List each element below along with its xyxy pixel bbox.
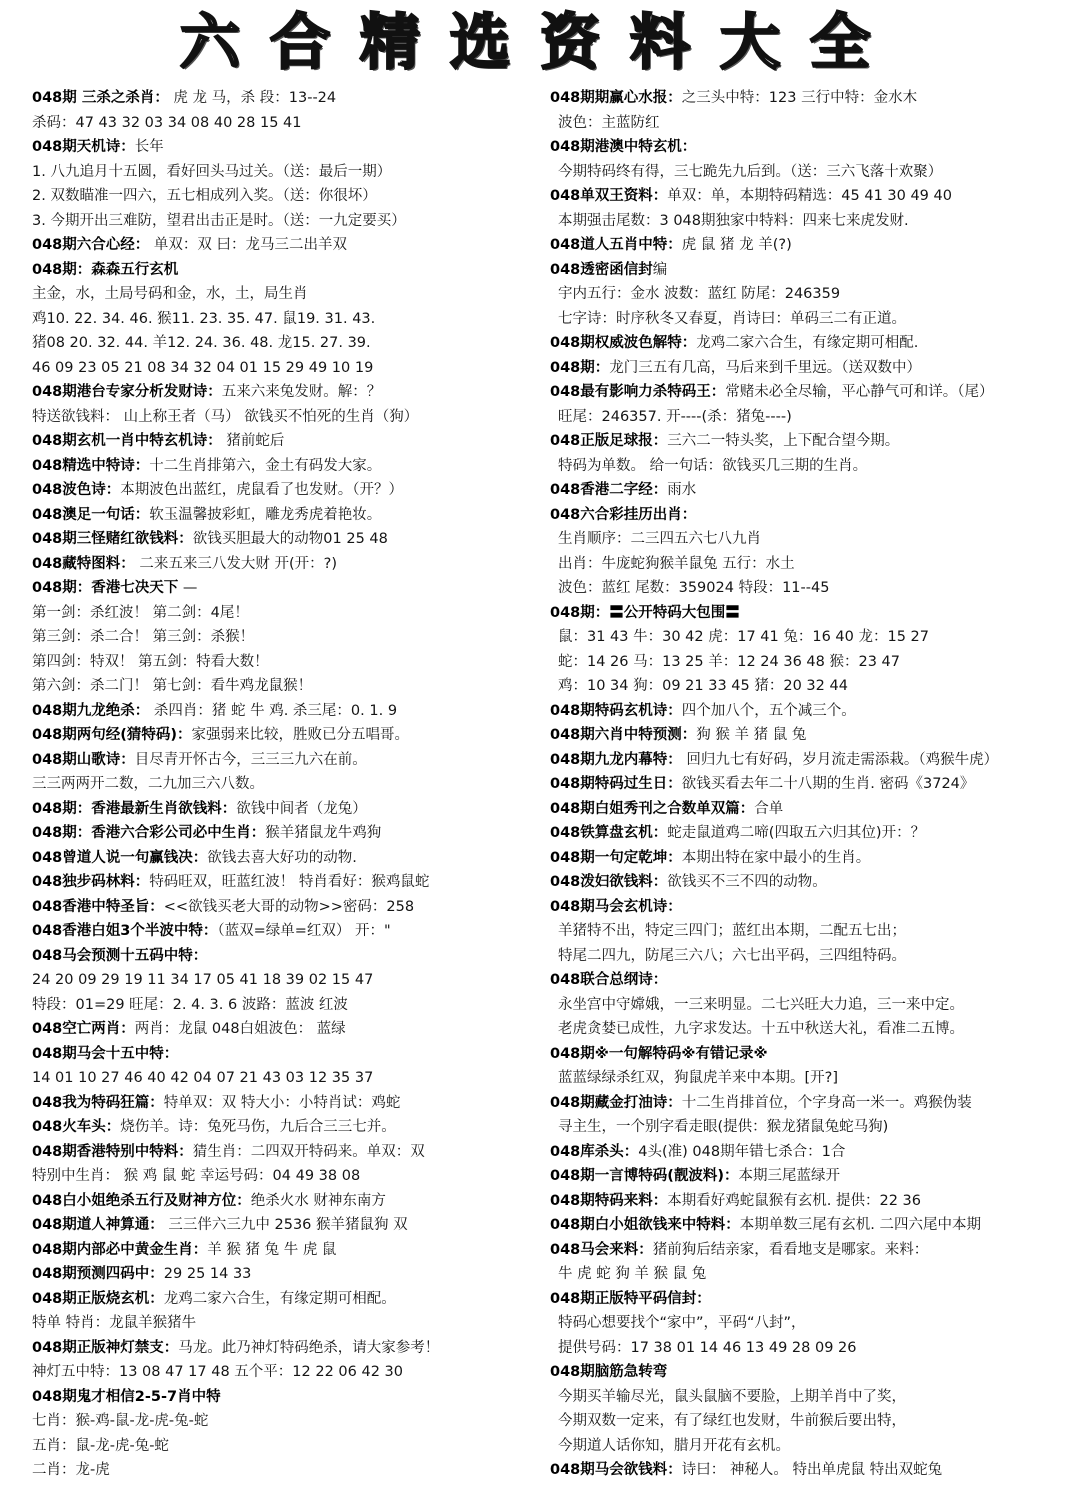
entry-heading: 048期六合心经： bbox=[32, 237, 150, 253]
left-entry bbox=[32, 723, 542, 748]
entry-heading: 048铁算盘玄机： bbox=[550, 825, 668, 841]
entry-heading: 048期特码来料： bbox=[550, 1192, 668, 1209]
entry-text: 今期双数一定来，有了绿红也发财，牛前猴后要出特， bbox=[558, 1413, 906, 1429]
entry-text: 烧伤羊。诗：兔死马伤，九后合三三七并。 bbox=[120, 1119, 396, 1135]
entry-text: 本期三尾蓝绿开 bbox=[738, 1168, 841, 1184]
entry-text: 羊 猴 猪 兔 牛 虎 鼠 bbox=[207, 1241, 337, 1258]
entry-heading: 048六合彩挂历出肖： bbox=[550, 506, 697, 523]
entry-heading: 048道人五肖中特： bbox=[550, 237, 682, 253]
entry-text: 诗曰： 神秘人。 特出单虎鼠 特出双蛇兔 bbox=[681, 1462, 943, 1478]
entry-text: 雨水 bbox=[667, 482, 697, 498]
left-entry bbox=[32, 380, 542, 405]
left-entry bbox=[32, 1238, 542, 1263]
entry-text: 特码旺双，旺蓝红波！ 特肖看好：猴鸡鼠蛇 bbox=[149, 874, 430, 890]
entry-heading: 048期两句经(猜特码)： bbox=[32, 727, 192, 743]
entry-heading: 048期六肖中特预测： bbox=[550, 727, 697, 743]
entry-heading: 048泼妇欲钱料： bbox=[550, 874, 668, 890]
right-entry bbox=[550, 993, 1078, 1018]
left-entry bbox=[32, 968, 542, 993]
entry-text: 提供号码：17 38 01 14 46 13 49 28 09 26 bbox=[558, 1339, 857, 1356]
entry-text: 特码为单数。 给一句话：欲钱买几三期的生肖。 bbox=[558, 457, 868, 474]
entry-text: 龙门三五有几高，马后来到千里远。（送双数中） bbox=[609, 359, 922, 376]
entry-text: 今期买羊输尽光，鼠头鼠脑不要脸，上期羊肖中了奖， bbox=[558, 1388, 906, 1405]
entry-text: 本期强击尾数：3 048期独家中特料：四来七来虎发财. bbox=[558, 212, 909, 229]
entry-heading: 048期三怪赌红欲钱料： bbox=[32, 531, 193, 547]
entry-heading: 048期内部必中黄金生肖： bbox=[32, 1241, 208, 1258]
entry-text: 特单双：双 特大小：小特肖试：鸡蛇 bbox=[163, 1094, 401, 1111]
right-entry bbox=[550, 1115, 1078, 1140]
right-entry bbox=[550, 576, 1078, 601]
entry-text: 46 09 23 05 21 08 34 32 04 01 15 29 49 10 19 bbox=[32, 359, 374, 376]
entry-text: 三六二一特头奖，上下配合望今期。 bbox=[667, 433, 900, 449]
right-entry bbox=[550, 821, 1078, 846]
right-entry bbox=[550, 160, 1078, 185]
entry-text: 目尽青开怀古今，三三三九六在前。 bbox=[134, 751, 367, 768]
entry-text: 之三头中特：123 三行中特：金水木 bbox=[681, 90, 918, 106]
left-entry bbox=[32, 1017, 542, 1042]
entry-text: 出肖：牛庞蛇狗猴羊鼠兔 五行：水土 bbox=[558, 555, 795, 572]
entry-heading: 048精选中特诗： bbox=[32, 457, 150, 474]
entry-text: 第三剑：杀二合！ 第三剑：杀猴！ bbox=[32, 629, 255, 645]
left-entry bbox=[32, 527, 542, 552]
entry-text: 老虎贪婪已成性，九字求发达。十五中秋送大礼，看准二五博。 bbox=[558, 1021, 964, 1037]
entry-heading: 048期期赢心水报： bbox=[550, 90, 682, 106]
entry-heading: 048期玄机一肖中特玄机诗： bbox=[32, 433, 222, 449]
entry-text: 两肖：龙鼠 048白姐波色： 蓝绿 bbox=[134, 1021, 346, 1037]
left-entry bbox=[32, 1458, 542, 1482]
right-entry bbox=[550, 258, 1078, 283]
entry-text: 旺尾：246357. 开----(杀：猪兔----) bbox=[558, 408, 792, 425]
left-entry bbox=[32, 674, 542, 699]
entry-text: 五来六来兔发财。解：？ bbox=[221, 384, 382, 400]
left-entry bbox=[32, 1042, 542, 1067]
entry-heading: 048我为特码狂篇： bbox=[32, 1094, 164, 1111]
left-entry bbox=[32, 895, 542, 920]
entry-heading: 048期道人神算通： bbox=[32, 1217, 164, 1233]
entry-text: 马龙。此乃神灯特码绝杀，请大家参考！ bbox=[178, 1339, 440, 1356]
entry-heading: 048马会来料： bbox=[550, 1241, 653, 1258]
right-entry bbox=[550, 478, 1078, 503]
right-entry bbox=[550, 674, 1078, 699]
left-entry bbox=[32, 699, 542, 724]
left-entry bbox=[32, 1066, 542, 1091]
right-entry bbox=[550, 968, 1078, 993]
left-entry bbox=[32, 282, 542, 307]
entry-heading: 048香港二字经： bbox=[550, 482, 668, 498]
page-title: 六合精选资料大全 bbox=[180, 8, 900, 78]
right-entry bbox=[550, 1238, 1078, 1263]
left-entry bbox=[32, 552, 542, 577]
entry-text: 蛇走鼠道鸡二啼(四取五六归其位)开：？ bbox=[667, 825, 926, 841]
entry-heading: 048联合总纲诗： bbox=[550, 972, 668, 988]
entry-heading: 048最有影响力杀特码王： bbox=[550, 384, 726, 400]
entry-heading: 048曾道人说一句赢钱决： bbox=[32, 849, 208, 866]
entry-text: 软玉温馨披彩虹，雕龙秀虎着艳妆。 bbox=[149, 506, 382, 523]
right-entry bbox=[550, 503, 1078, 528]
entry-heading: 048期藏金打油诗： bbox=[550, 1094, 682, 1111]
entry-text: 波色：蓝红 尾数：359024 特段：11--45 bbox=[558, 580, 830, 596]
entry-text: 回归九七有好码，岁月流走需添栽。（鸡猴牛虎） bbox=[681, 751, 999, 768]
entry-text: 十二生肖排首位，个字身高一米一。鸡猴伪装 bbox=[681, 1094, 972, 1111]
right-entry bbox=[550, 111, 1078, 136]
left-entry bbox=[32, 1409, 542, 1434]
entry-text: 第四剑：特双！ 第五剑：特看大数！ bbox=[32, 653, 269, 670]
right-entry bbox=[550, 601, 1078, 626]
right-entry bbox=[550, 307, 1078, 332]
entry-text: 龙鸡二家六合生，有缘定期可相配。 bbox=[163, 1290, 396, 1307]
right-entry bbox=[550, 86, 1078, 111]
entry-text: 二来五来三八发大财 开(开：?) bbox=[134, 555, 338, 572]
entry-text: 神灯五中特：13 08 47 17 48 五个平：12 22 06 42 30 bbox=[32, 1364, 403, 1380]
entry-heading: 048期正版烧玄机： bbox=[32, 1290, 164, 1307]
entry-text: 今期道人话你知，腊月开花有玄机。 bbox=[558, 1437, 790, 1454]
entry-heading: 048期一句定乾坤： bbox=[550, 849, 682, 866]
entry-heading: 048期白小姐欲钱来中特料： bbox=[550, 1217, 740, 1233]
left-entry bbox=[32, 1189, 542, 1214]
entry-heading: 048期鬼才相信2-5-7肖中特 bbox=[32, 1388, 221, 1405]
left-entry bbox=[32, 1336, 542, 1361]
right-entry bbox=[550, 625, 1078, 650]
entry-text: 1. 八九追月十五圆，看好回头马过关。（送：最后一期） bbox=[32, 163, 392, 180]
entry-text: 虎 鼠 猪 龙 羊(?) bbox=[681, 237, 792, 253]
entry-text: 蓝蓝绿绿杀红双，狗鼠虎羊来中本期。[开?] bbox=[558, 1070, 839, 1086]
left-entry bbox=[32, 821, 542, 846]
left-entry bbox=[32, 650, 542, 675]
right-entry bbox=[550, 723, 1078, 748]
right-entry bbox=[550, 282, 1078, 307]
entry-text: 欲钱买胆最大的动物01 25 48 bbox=[192, 531, 388, 547]
entry-text: 二肖：龙-虎 bbox=[32, 1462, 110, 1478]
entry-heading: 048期 三杀之杀肖： bbox=[32, 90, 169, 106]
right-entry bbox=[550, 870, 1078, 895]
entry-heading: 048期预测四码中： bbox=[32, 1266, 164, 1282]
entry-text: 14 01 10 27 46 40 42 04 07 21 43 03 12 35 37 bbox=[32, 1070, 374, 1086]
entry-text: 编 bbox=[652, 261, 668, 278]
left-entry bbox=[32, 478, 542, 503]
left-entry bbox=[32, 160, 542, 185]
right-entry bbox=[550, 1311, 1078, 1336]
right-entry bbox=[550, 772, 1078, 797]
entry-text: 七肖：猴-鸡-鼠-龙-虎-兔-蛇 bbox=[32, 1413, 209, 1429]
entry-heading: 048期马会玄机诗： bbox=[550, 898, 682, 915]
entry-text: 猪前蛇后 bbox=[221, 433, 285, 449]
left-entry bbox=[32, 944, 542, 969]
left-entry bbox=[32, 233, 542, 258]
entry-text: 永坐宫中守嫦娥，一三来明显。二七兴旺大力追，三一来中定。 bbox=[558, 996, 964, 1013]
right-entry bbox=[550, 895, 1078, 920]
entry-heading: 048期山歌诗： bbox=[32, 751, 135, 768]
entry-heading: 048期正版神灯禁支： bbox=[32, 1339, 179, 1356]
entry-heading: 048澳足一句话： bbox=[32, 506, 150, 523]
entry-text: 本期单数三尾有玄机. 二四六尾中本期 bbox=[739, 1217, 981, 1233]
right-entry bbox=[550, 1262, 1078, 1287]
entry-heading: 048期九龙绝杀： bbox=[32, 702, 150, 719]
entry-text: 鸡：10 34 狗：09 21 33 45 猪：20 32 44 bbox=[558, 678, 848, 694]
entry-heading: 048期特码玄机诗： bbox=[550, 702, 682, 719]
entry-heading: 048独步码林料： bbox=[32, 874, 150, 890]
left-entry bbox=[32, 135, 542, 160]
entry-text: 狗 猴 羊 猪 鼠 兔 bbox=[696, 727, 807, 743]
right-entry bbox=[550, 1042, 1078, 1067]
left-entry bbox=[32, 111, 542, 136]
entry-heading: 048正版足球报： bbox=[550, 433, 668, 449]
left-entry bbox=[32, 1360, 542, 1385]
entry-text: 本期波色出蓝红，虎鼠看了也发财。（开？） bbox=[120, 482, 404, 498]
entry-text: （蓝双=绿单=红双） 开：" bbox=[217, 923, 391, 939]
entry-heading: 048白小姐绝杀五行及财神方位： bbox=[32, 1192, 251, 1209]
entry-text: 猴羊猪鼠龙牛鸡狗 bbox=[265, 825, 382, 841]
entry-text: 杀四肖：猪 蛇 牛 鸡. 杀三尾：0. 1. 9 bbox=[149, 702, 398, 719]
entry-heading: 048期马会十五中特： bbox=[32, 1045, 179, 1062]
entry-heading: 048马会预测十五码中特： bbox=[32, 947, 208, 964]
entry-text: 本期出特在家中最小的生肖。 bbox=[681, 849, 871, 866]
entry-heading: 048期： bbox=[550, 359, 610, 376]
entry-text: 欲钱买看去年二十八期的生肖. 密码《3724》 bbox=[681, 776, 975, 792]
right-entry bbox=[550, 1336, 1078, 1361]
entry-text: 家强弱来比较，胜败已分五唱哥。 bbox=[191, 727, 410, 743]
entry-heading: 048藏特图料： bbox=[32, 555, 135, 572]
entry-text: 波色：主蓝防红 bbox=[558, 114, 660, 131]
entry-heading: 048透密函信封 bbox=[550, 261, 653, 278]
entry-text: 第一剑：杀红波！ 第二剑：4尾！ bbox=[32, 604, 249, 621]
entry-text: <<欲钱买老大哥的动物>>密码：258 bbox=[163, 898, 415, 915]
right-column bbox=[550, 86, 1078, 1482]
left-entry bbox=[32, 625, 542, 650]
entry-text: 七字诗：时序秋冬又春夏，肖诗曰：单码三二有正道。 bbox=[558, 310, 906, 327]
right-entry bbox=[550, 1287, 1078, 1312]
entry-text: 宇内五行：金水 波数：蓝红 防尾：246359 bbox=[558, 286, 841, 302]
right-entry bbox=[550, 1164, 1078, 1189]
right-entry bbox=[550, 919, 1078, 944]
left-entry bbox=[32, 748, 542, 773]
left-entry bbox=[32, 1287, 542, 1312]
entry-text: 主金，水，土局号码和金，水，土，局生肖 bbox=[32, 286, 308, 302]
entry-heading: 048期天机诗： bbox=[32, 139, 135, 155]
entry-heading: 048香港白姐3个半波中特： bbox=[32, 923, 218, 939]
left-column bbox=[32, 86, 542, 1482]
entry-heading: 048期权威波色解特： bbox=[550, 335, 697, 351]
entry-heading: 048期马会欲钱料： bbox=[550, 1462, 682, 1478]
left-entry bbox=[32, 1262, 542, 1287]
entry-text: 鸡10. 22. 34. 46. 猴11. 23. 35. 47. 鼠19. 31. 43. bbox=[32, 310, 376, 327]
entry-text: 三三伴六三九中 2536 猴羊猪鼠狗 双 bbox=[163, 1217, 408, 1233]
right-entry bbox=[550, 1140, 1078, 1165]
right-entry bbox=[550, 356, 1078, 381]
entry-text: 四个加八个，五个减三个。 bbox=[681, 702, 856, 719]
left-entry bbox=[32, 86, 542, 111]
entry-heading: 048期：香港最新生肖欲钱料： bbox=[32, 800, 237, 817]
left-entry bbox=[32, 1311, 542, 1336]
left-entry bbox=[32, 846, 542, 871]
right-entry bbox=[550, 1458, 1078, 1482]
left-entry bbox=[32, 772, 542, 797]
left-entry bbox=[32, 307, 542, 332]
left-entry bbox=[32, 454, 542, 479]
entry-heading: 048期九龙内幕特： bbox=[550, 751, 682, 768]
right-entry bbox=[550, 454, 1078, 479]
entry-heading: 048期香港特别中特料： bbox=[32, 1143, 193, 1160]
entry-heading: 048期港台专家分析发财诗： bbox=[32, 384, 222, 400]
entry-text: 4头(准) 048期年错七杀合：1合 bbox=[638, 1143, 846, 1160]
entry-heading: 048期特码过生日： bbox=[550, 776, 682, 792]
entry-text: 29 25 14 33 bbox=[163, 1266, 252, 1282]
right-entry bbox=[550, 797, 1078, 822]
entry-text: 本期看好鸡蛇鼠猴有玄机. 提供：22 36 bbox=[667, 1192, 922, 1209]
left-entry bbox=[32, 429, 542, 454]
right-entry bbox=[550, 1189, 1078, 1214]
left-entry bbox=[32, 870, 542, 895]
entry-heading: 048库杀头： bbox=[550, 1143, 639, 1160]
entry-text: 特段：01=29 旺尾：2. 4. 3. 6 波路：蓝波 红波 bbox=[32, 996, 348, 1013]
entry-heading: 048期白姐秀刊之合数单双篇： bbox=[550, 800, 755, 817]
left-entry bbox=[32, 1091, 542, 1116]
entry-heading: 048单双王资料： bbox=[550, 188, 668, 204]
entry-text: 特单 特肖：龙鼠羊猴猪牛 bbox=[32, 1315, 197, 1331]
right-entry bbox=[550, 527, 1078, 552]
left-entry bbox=[32, 1164, 542, 1189]
entry-text: 3. 今期开出三难防，望君出击正是时。（送：一九定要买） bbox=[32, 212, 406, 229]
entry-text: 生肖顺序：二三四五六七八九肖 bbox=[558, 531, 761, 547]
entry-text: 2. 双数瞄准一四六，五七相成列入奖。（送：你很坏） bbox=[32, 188, 377, 204]
entry-heading: 048波色诗： bbox=[32, 482, 121, 498]
entry-text: 牛 虎 蛇 狗 羊 猴 鼠 兔 bbox=[558, 1266, 707, 1282]
entry-text: 合单 bbox=[754, 800, 784, 817]
entry-text: 24 20 09 29 19 11 34 17 05 41 18 39 02 15 47 bbox=[32, 972, 374, 988]
right-entry bbox=[550, 1091, 1078, 1116]
left-entry bbox=[32, 503, 542, 528]
right-entry bbox=[550, 233, 1078, 258]
entry-text: 五肖：鼠-龙-虎-兔-蛇 bbox=[32, 1437, 169, 1454]
right-entry bbox=[550, 209, 1078, 234]
right-entry bbox=[550, 944, 1078, 969]
entry-text: 特码心想要找个“家中”，平码“八封”， bbox=[558, 1315, 806, 1331]
entry-text: 第六剑：杀二门！ 第七剑：看牛鸡龙鼠猴！ bbox=[32, 678, 313, 694]
left-entry bbox=[32, 258, 542, 283]
entry-text: 特送欲钱料： 山上称王者（马） 欲钱买不怕死的生肖（狗） bbox=[32, 408, 419, 425]
entry-text: 猪08 20. 32. 44. 羊12. 24. 36. 48. 龙15. 27. 39. bbox=[32, 335, 371, 351]
left-entry bbox=[32, 1213, 542, 1238]
left-entry bbox=[32, 209, 542, 234]
right-entry bbox=[550, 748, 1078, 773]
left-entry bbox=[32, 1115, 542, 1140]
entry-text: 虎 龙 马，杀 段：13--24 bbox=[168, 90, 337, 106]
left-entry bbox=[32, 993, 542, 1018]
left-entry bbox=[32, 356, 542, 381]
right-entry bbox=[550, 650, 1078, 675]
left-entry bbox=[32, 184, 542, 209]
entry-heading: 048期：香港七决天下 bbox=[32, 580, 179, 596]
right-entry bbox=[550, 1434, 1078, 1459]
entry-text: 单双：双 曰：龙马三二出羊双 bbox=[149, 237, 347, 253]
left-entry bbox=[32, 1385, 542, 1410]
right-entry bbox=[550, 552, 1078, 577]
entry-heading: 048期：香港六合彩公司必中生肖： bbox=[32, 825, 266, 841]
left-entry bbox=[32, 601, 542, 626]
right-entry bbox=[550, 380, 1078, 405]
entry-text: 猜生肖：二四双开特码来。单双：双 bbox=[192, 1143, 425, 1160]
right-entry bbox=[550, 1385, 1078, 1410]
left-entry bbox=[32, 331, 542, 356]
right-entry bbox=[550, 405, 1078, 430]
entry-text: — bbox=[178, 580, 198, 596]
left-entry bbox=[32, 405, 542, 430]
entry-text: 猪前狗后结亲家，看看地支是哪家。来料： bbox=[652, 1241, 929, 1258]
entry-text: 龙鸡二家六合生，有缘定期可相配. bbox=[696, 335, 919, 351]
entry-text: 欲钱去喜大好功的动物. bbox=[207, 849, 357, 866]
right-entry bbox=[550, 1017, 1078, 1042]
entry-heading: 048火车头： bbox=[32, 1119, 121, 1135]
entry-text: 杀码：47 43 32 03 34 08 40 28 15 41 bbox=[32, 114, 302, 131]
left-entry bbox=[32, 1434, 542, 1459]
entry-heading: 048期：森森五行玄机 bbox=[32, 261, 179, 278]
right-entry bbox=[550, 699, 1078, 724]
entry-heading: 048期港澳中特玄机： bbox=[550, 139, 697, 155]
entry-heading: 048期正版特平码信封： bbox=[550, 1290, 711, 1307]
entry-heading: 048期一言博特码(靓波料)： bbox=[550, 1168, 739, 1184]
entry-text: 今期特码终有得，三七跪先九后到。（送：三六飞落十欢聚） bbox=[558, 163, 943, 180]
right-entry bbox=[550, 1213, 1078, 1238]
entry-text: 长年 bbox=[134, 139, 164, 155]
right-entry bbox=[550, 331, 1078, 356]
entry-text: 欲钱中间者（龙兔） bbox=[236, 800, 367, 817]
entry-heading: 048期※一句解特码※有错记录※ bbox=[550, 1045, 768, 1062]
entry-text: 特尾二四九，防尾三六八；六七出平码，三四组特码。 bbox=[558, 947, 906, 964]
entry-text: 三三两两开二数，二九加三六八数。 bbox=[32, 776, 264, 792]
entry-heading: 048期：〓公开特码大包围〓 bbox=[550, 604, 740, 621]
right-entry bbox=[550, 1066, 1078, 1091]
left-entry bbox=[32, 797, 542, 822]
entry-text: 特别中生肖： 猴 鸡 鼠 蛇 幸运号码：04 49 38 08 bbox=[32, 1168, 361, 1184]
left-entry bbox=[32, 576, 542, 601]
entry-text: 鼠：31 43 牛：30 42 虎：17 41 兔：16 40 龙：15 27 bbox=[558, 629, 929, 645]
entry-text: 绝杀火水 财神东南方 bbox=[250, 1192, 386, 1209]
entry-text: 欲钱买不三不四的动物。 bbox=[667, 874, 827, 890]
right-entry bbox=[550, 429, 1078, 454]
entry-text: 寻主生，一个别字看走眼(提供：猴龙猪鼠兔蛇马狗) bbox=[558, 1119, 889, 1135]
entry-text: 蛇：14 26 马：13 25 羊：12 24 36 48 猴：23 47 bbox=[558, 653, 900, 670]
entry-heading: 048期脑筋急转弯 bbox=[550, 1364, 668, 1380]
right-entry bbox=[550, 184, 1078, 209]
left-entry bbox=[32, 1140, 542, 1165]
right-entry bbox=[550, 1360, 1078, 1385]
right-entry bbox=[550, 846, 1078, 871]
right-entry bbox=[550, 1409, 1078, 1434]
entry-heading: 048香港中特圣旨： bbox=[32, 898, 164, 915]
left-entry bbox=[32, 919, 542, 944]
right-entry bbox=[550, 135, 1078, 160]
entry-heading: 048空亡两肖： bbox=[32, 1021, 135, 1037]
entry-text: 十二生肖排第六，金土有码发大家。 bbox=[149, 457, 382, 474]
entry-text: 羊猪特不出，特定三四门；蓝红出本期，二配五七出； bbox=[558, 923, 906, 939]
entry-text: 单双：单，本期特码精选：45 41 30 49 40 bbox=[667, 188, 952, 204]
entry-text: 常赌未必全尽输，平心静气可和详。（尾） bbox=[725, 384, 994, 400]
